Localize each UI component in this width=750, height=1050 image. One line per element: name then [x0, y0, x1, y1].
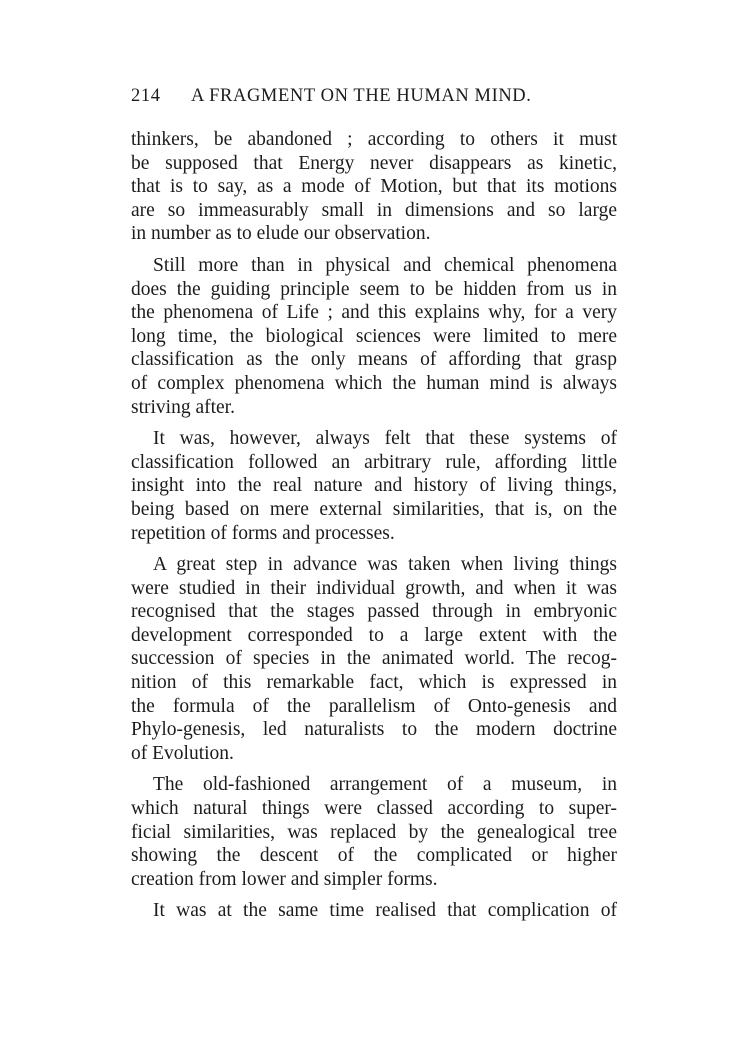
text-line: classification followed an arbitrary rule, affording little — [131, 451, 617, 473]
running-head — [131, 86, 621, 114]
text-line: being based on mere external similarities, that is, on the — [131, 498, 617, 520]
text-line: are so immeasurably small in dimensions and so large — [131, 199, 617, 221]
text-line: ficial similarities, was replaced by the genealogical tree — [131, 821, 617, 843]
text-line: Phylo-genesis, led naturalists to the modern doctrine — [131, 719, 617, 741]
text-line: classification as the only means of affording that grasp — [131, 349, 617, 371]
running-title: A FRAGMENT ON THE HUMAN MIND. — [191, 86, 532, 106]
text-line: the phenomena of Life ; and this explains why, for a very — [131, 302, 617, 324]
text-line: It was, however, always felt that these systems of — [153, 428, 617, 450]
text-line: showing the descent of the complicated or higher — [131, 845, 617, 867]
text-line: be supposed that Energy never disappears as kinetic, — [131, 152, 617, 174]
paragraph — [131, 254, 617, 419]
text-line: in number as to elude our observation. — [131, 223, 431, 245]
paragraph — [131, 773, 617, 891]
text-line: A great step in advance was taken when living things — [153, 554, 617, 576]
text-line: of Evolution. — [131, 742, 234, 764]
text-line: development corresponded to a large extent with the — [131, 624, 617, 646]
text-line: succession of species in the animated world. The recog- — [131, 648, 617, 670]
page-number: 214 — [131, 86, 161, 106]
text-line: does the guiding principle seem to be hidden from us in — [131, 278, 617, 300]
text-line: Still more than in physical and chemical phenomena — [153, 254, 617, 276]
text-line: striving after. — [131, 396, 235, 418]
text-line: creation from lower and simpler forms. — [131, 868, 438, 890]
body-text — [131, 128, 617, 923]
text-line: recognised that the stages passed through in embryonic — [131, 601, 617, 623]
text-line: the formula of the parallelism of Onto-genesis and — [131, 695, 617, 717]
text-line: that is to say, as a mode of Motion, but that its motions — [131, 176, 617, 198]
text-line: were studied in their individual growth, and when it was — [131, 577, 617, 599]
text-line: which natural things were classed according to super- — [131, 798, 617, 820]
paragraph — [131, 553, 617, 765]
paragraph — [131, 128, 617, 246]
text-line: repetition of forms and processes. — [131, 522, 395, 544]
text-line: long time, the biological sciences were limited to mere — [131, 325, 617, 347]
text-line: nition of this remarkable fact, which is expressed in — [131, 672, 617, 694]
text-line: thinkers, be abandoned ; according to others it must — [131, 129, 617, 150]
text-line: of complex phenomena which the human mind is always — [131, 372, 617, 394]
text-line: It was at the same time realised that complication of — [153, 900, 617, 922]
paragraph — [131, 899, 617, 923]
text-line: insight into the real nature and history of living things, — [131, 475, 617, 497]
paragraph — [131, 427, 617, 545]
text-line: The old-fashioned arrangement of a museum, in — [153, 774, 617, 796]
